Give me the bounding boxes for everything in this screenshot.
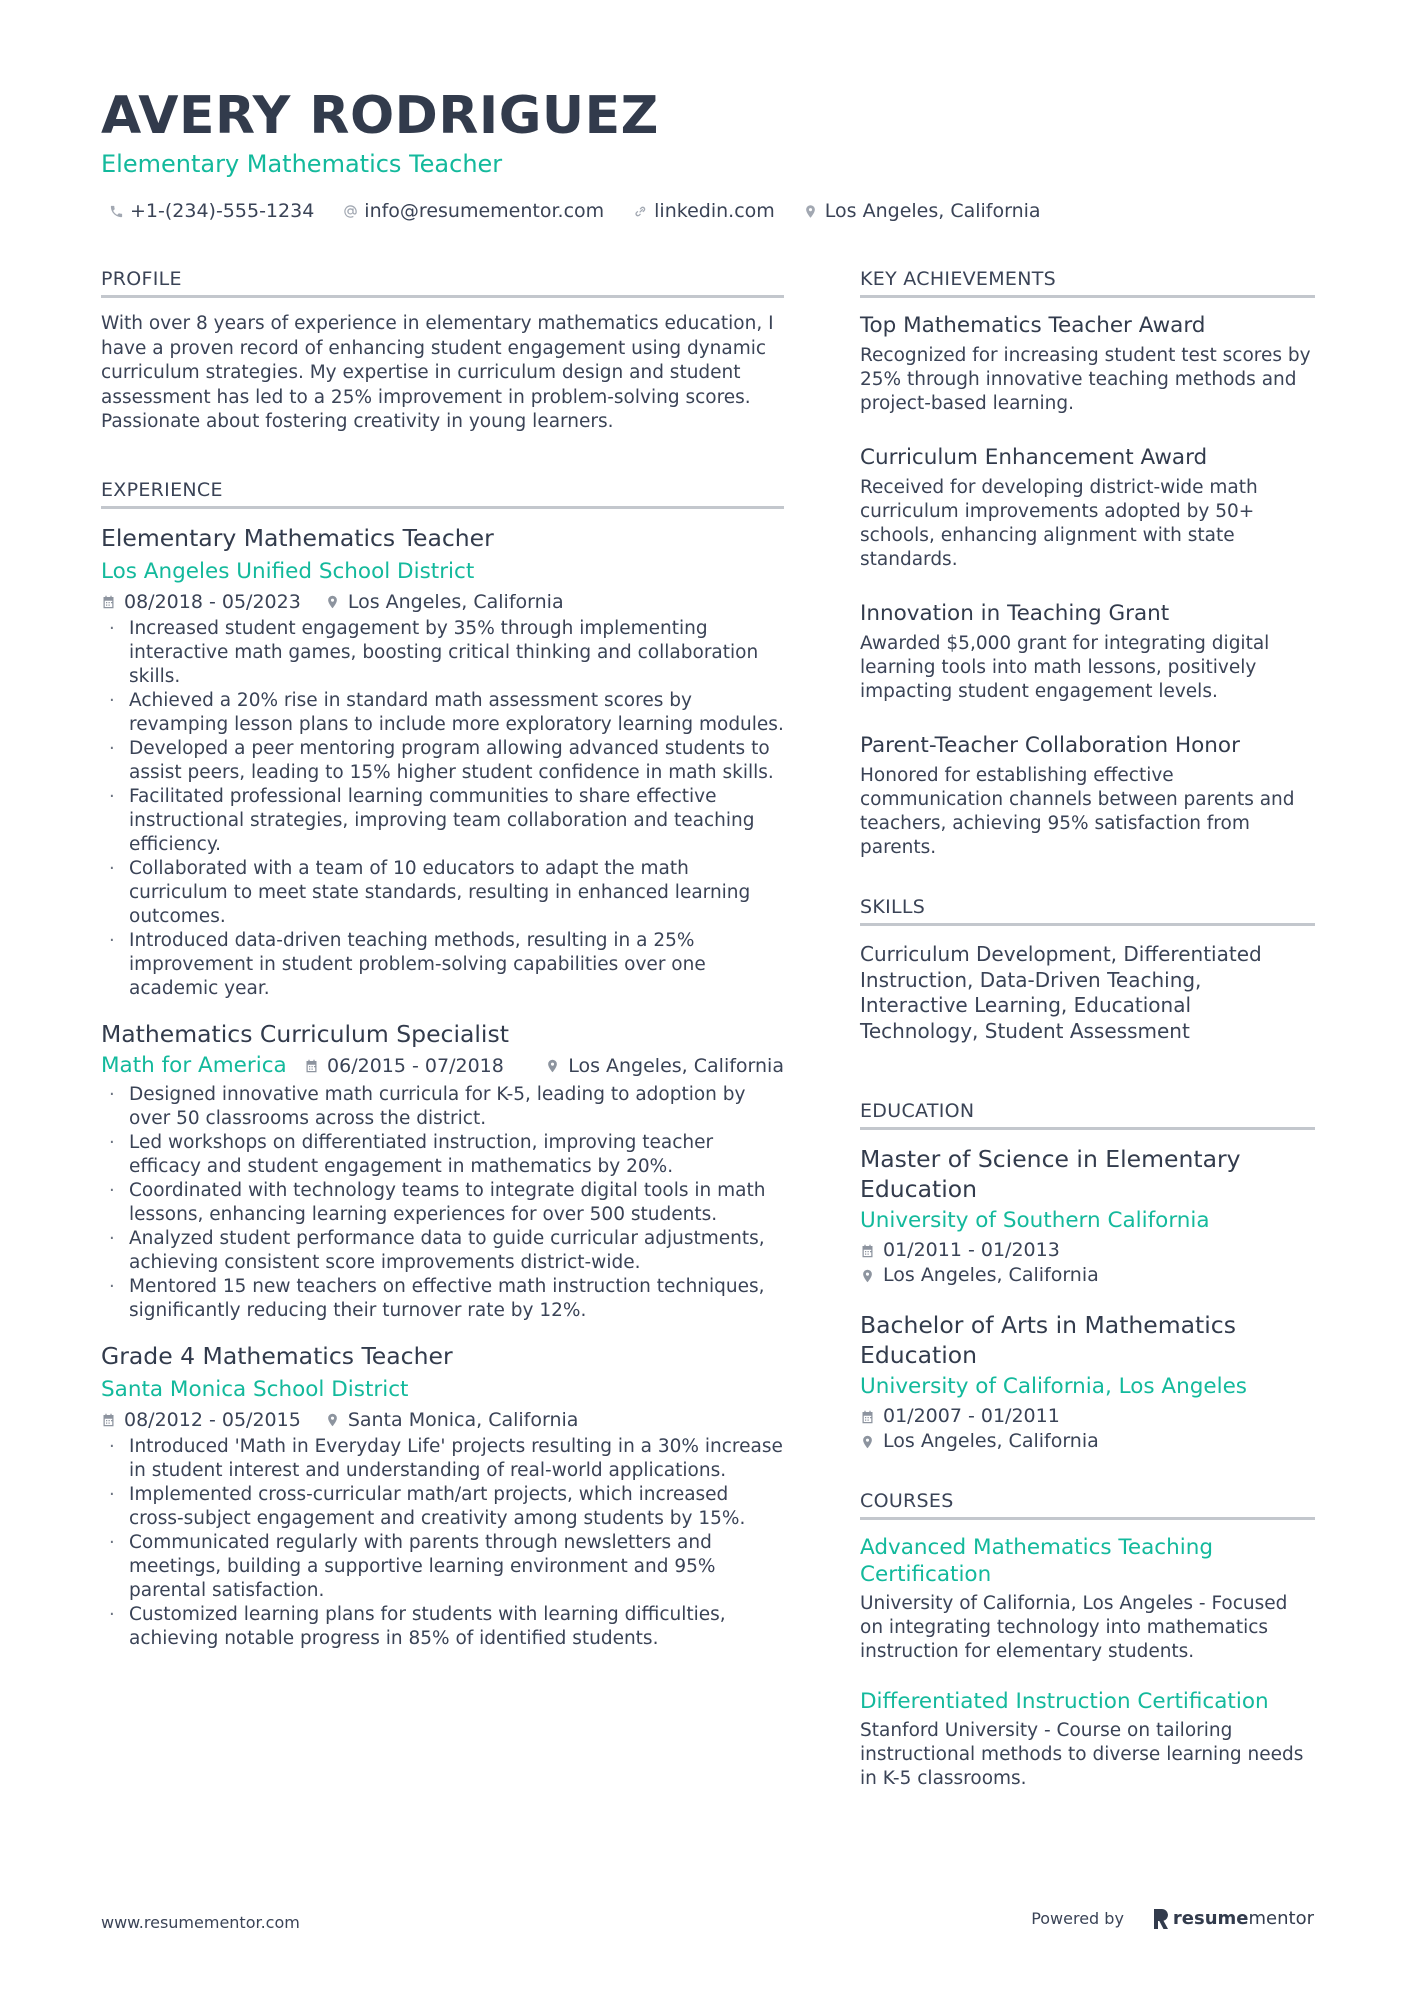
calendar-icon <box>860 1409 875 1425</box>
course-desc: University of California, Los Angeles - Focused on integrating technology into mathematics instruction for elementary students. <box>860 1593 1288 1662</box>
map-pin-icon <box>860 1268 875 1284</box>
job-location <box>325 1407 579 1433</box>
brand-logo-icon <box>1154 1909 1168 1929</box>
job-location <box>325 589 564 615</box>
map-pin-icon <box>325 1412 340 1428</box>
bullet-item: · Introduced 'Math in Everyday Life' projects resulting in a 30% increase in student interest and understanding of real-world applications. <box>101 1435 784 1483</box>
brand-light-text: mentor <box>1248 1908 1314 1929</box>
courses-heading: COURSES <box>860 1490 1315 1520</box>
course-title: Advanced Mathematics Teaching Certification <box>860 1535 1213 1587</box>
map-pin-icon <box>325 594 340 610</box>
bullet-item: · Communicated regularly with parents through newsletters and meetings, building a supportive learning environment and 95% parental satisfaction. <box>101 1531 784 1603</box>
skills-text: Curriculum Development, Differentiated Instruction, Data-Driven Teaching, Interactive Learning, Educational Technology, Student Assessment <box>860 942 1262 1043</box>
job-location-text: Los Angeles, California <box>347 590 564 613</box>
achievement-title: Parent-Teacher Collaboration Honor <box>860 733 1240 758</box>
job-title: Grade 4 Mathematics Teacher <box>101 1341 453 1370</box>
achievement-desc: Recognized for increasing student test scores by 25% through innovative teaching methods and project-based learning. <box>860 345 1311 414</box>
map-pin-icon <box>545 1058 560 1074</box>
bullet-item: · Mentored 15 new teachers on effective math instruction techniques, significantly reducing their turnover rate by 12%. <box>101 1275 784 1323</box>
footer-powered-by <box>1031 1908 1314 1929</box>
bullet-item: · Led workshops on differentiated instruction, improving teacher efficacy and student engagement in mathematics by 20%. <box>101 1131 784 1179</box>
education-meta <box>860 1404 1315 1454</box>
job-dates <box>101 589 301 615</box>
education-item <box>860 1310 1315 1454</box>
education-meta <box>860 1238 1315 1288</box>
education-item <box>860 1144 1315 1288</box>
skills-heading: SKILLS <box>860 896 1315 926</box>
job-location <box>545 1053 784 1079</box>
bullet-item: · Collaborated with a team of 10 educators to adapt the math curriculum to meet state standards, resulting in enhanced learning outcomes. <box>101 857 784 929</box>
phone-text: +1-(234)-555-1234 <box>130 200 315 222</box>
education-dates-text: 01/2007 - 01/2011 <box>883 1405 1060 1427</box>
brand-logo[interactable] <box>1154 1908 1314 1929</box>
achievements-section <box>860 268 1315 860</box>
achievement-desc: Honored for establishing effective communication channels between parents and teachers, achieving 95% satisfaction from parents. <box>860 765 1295 858</box>
achievement-title: Innovation in Teaching Grant <box>860 601 1170 626</box>
powered-by-label: Powered by <box>1031 1909 1124 1928</box>
job-company: Santa Monica School District <box>101 1376 409 1402</box>
phone-icon <box>108 202 124 220</box>
education-degree: Master of Science in Elementary Education <box>860 1145 1241 1203</box>
course-title: Differentiated Instruction Certification <box>860 1689 1269 1714</box>
achievement-title: Curriculum Enhancement Award <box>860 445 1208 470</box>
left-column <box>101 268 784 1669</box>
job-dates-text: 06/2015 - 07/2018 <box>327 1054 504 1077</box>
contact-email[interactable] <box>342 200 604 222</box>
email-text: info@resumementor.com <box>364 200 605 222</box>
bullet-item: · Facilitated professional learning communities to share effective instructional strategies, improving team collaboration and teaching efficiency. <box>101 785 784 857</box>
education-degree: Bachelor of Arts in Mathematics Education <box>860 1311 1236 1369</box>
education-location <box>860 1429 1099 1454</box>
skills-section <box>860 896 1315 1044</box>
achievement-item <box>860 312 1315 416</box>
achievement-item <box>860 600 1315 704</box>
job-meta <box>101 589 784 615</box>
education-location <box>860 1263 1099 1288</box>
contact-linkedin[interactable] <box>632 200 775 222</box>
bullet-item: · Introduced data-driven teaching methods, resulting in a 25% improvement in student problem-solving capabilities over one academic year. <box>101 929 784 1001</box>
job-entry <box>101 1019 784 1323</box>
achievements-heading: KEY ACHIEVEMENTS <box>860 268 1315 298</box>
education-dates <box>860 1404 1060 1429</box>
job-dates <box>304 1053 504 1079</box>
calendar-icon <box>101 1412 116 1428</box>
brand-bold-text: resume <box>1172 1908 1249 1929</box>
profile-text: With over 8 years of experience in elementary mathematics education, I have a proven record of enhancing student engagement using dynamic curriculum strategies. My expertise in curriculum design and student assessment has led to a 25% improvement in problem-solving scores. Passionate about fostering creativity in young learners. <box>101 313 774 432</box>
calendar-icon <box>304 1058 319 1074</box>
courses-section <box>860 1490 1315 1791</box>
achievement-item <box>860 732 1315 860</box>
calendar-icon <box>860 1243 875 1259</box>
bullet-item: · Designed innovative math curricula for K-5, leading to adoption by over 50 classrooms across the district. <box>101 1083 784 1131</box>
job-title: Mathematics Curriculum Specialist <box>101 1019 509 1048</box>
education-heading: EDUCATION <box>860 1100 1315 1130</box>
education-school: University of California, Los Angeles <box>860 1374 1248 1399</box>
education-dates-text: 01/2011 - 01/2013 <box>883 1239 1060 1261</box>
candidate-name: AVERY RODRIGUEZ <box>101 86 659 146</box>
profile-section <box>101 268 784 435</box>
profile-heading: PROFILE <box>101 268 784 298</box>
job-meta <box>101 1407 784 1433</box>
job-dates-text: 08/2018 - 05/2023 <box>124 590 301 613</box>
location-text: Los Angeles, California <box>824 200 1041 222</box>
candidate-title: Elementary Mathematics Teacher <box>101 150 503 178</box>
education-dates <box>860 1238 1060 1263</box>
job-entry <box>101 523 784 1001</box>
map-pin-icon <box>803 202 819 220</box>
education-section <box>860 1100 1315 1454</box>
at-icon <box>342 202 358 220</box>
job-bullets <box>101 1435 784 1651</box>
bullet-item: · Analyzed student performance data to guide curricular adjustments, achieving consistent score improvements district-wide. <box>101 1227 784 1275</box>
bullet-item: · Achieved a 20% rise in standard math assessment scores by revamping lesson plans to include more exploratory learning modules. <box>101 689 784 737</box>
job-bullets <box>101 1083 784 1323</box>
achievement-desc: Awarded $5,000 grant for integrating digital learning tools into math lessons, positively impacting student engagement levels. <box>860 633 1270 702</box>
job-location-text: Los Angeles, California <box>568 1054 784 1077</box>
job-meta <box>101 1051 784 1081</box>
course-desc: Stanford University - Course on tailoring instructional methods to diverse learning needs in K-5 classrooms. <box>860 1720 1304 1789</box>
job-bullets <box>101 617 784 1001</box>
footer-website-link[interactable]: www.resumementor.com <box>101 1913 300 1932</box>
achievement-item <box>860 444 1315 572</box>
bullet-item: · Increased student engagement by 35% through implementing interactive math games, boosting critical thinking and collaboration skills. <box>101 617 784 689</box>
bullet-item: · Developed a peer mentoring program allowing advanced students to assist peers, leading to 15% higher student confidence in math skills. <box>101 737 784 785</box>
experience-heading: EXPERIENCE <box>101 479 784 509</box>
job-location-text: Santa Monica, California <box>347 1408 579 1431</box>
course-item <box>860 1688 1315 1791</box>
job-company: Los Angeles Unified School District <box>101 558 475 584</box>
job-title: Elementary Mathematics Teacher <box>101 523 494 552</box>
education-location-text: Los Angeles, California <box>883 1264 1099 1286</box>
calendar-icon <box>101 594 116 610</box>
contact-phone[interactable] <box>108 200 314 222</box>
bullet-item: · Coordinated with technology teams to integrate digital tools in math lessons, enhancing learning experiences for over 500 students. <box>101 1179 784 1227</box>
job-dates-text: 08/2012 - 05/2015 <box>124 1408 301 1431</box>
achievement-title: Top Mathematics Teacher Award <box>860 313 1206 338</box>
bullet-item: · Customized learning plans for students with learning difficulties, achieving notable progress in 85% of identified students. <box>101 1603 784 1651</box>
experience-section <box>101 479 784 1651</box>
contact-location <box>803 200 1041 222</box>
education-location-text: Los Angeles, California <box>883 1430 1099 1452</box>
achievement-desc: Received for developing district-wide math curriculum improvements adopted by 50+ schools, enhancing alignment with state standards. <box>860 477 1258 570</box>
linkedin-text: linkedin.com <box>654 200 775 222</box>
course-item <box>860 1534 1315 1664</box>
contact-bar <box>108 200 1069 222</box>
link-icon <box>632 202 648 220</box>
bullet-item: · Implemented cross-curricular math/art projects, which increased cross-subject engagement and creativity among students by 15%. <box>101 1483 784 1531</box>
map-pin-icon <box>860 1434 875 1450</box>
job-entry <box>101 1341 784 1651</box>
education-school: University of Southern California <box>860 1208 1210 1233</box>
job-dates <box>101 1407 301 1433</box>
right-column <box>860 268 1315 1815</box>
job-company: Math for America <box>101 1052 287 1078</box>
